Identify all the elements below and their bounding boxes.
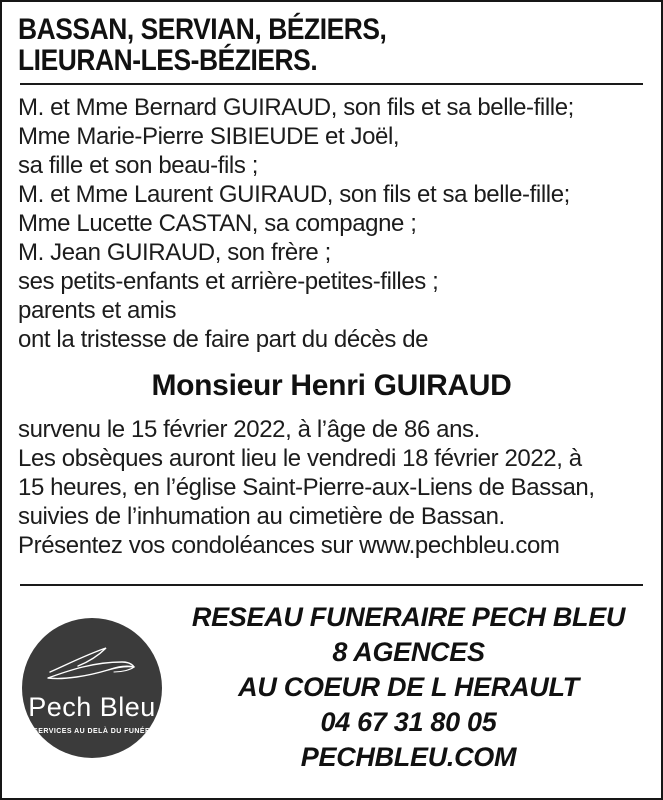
- funeral-details-section: [18, 415, 645, 560]
- logo-tagline: DES SERVICES AU DELÀ DU FUNÉRAIRE: [14, 728, 170, 735]
- family-line: Mme Lucette CASTAN, sa compagne ;: [18, 210, 417, 237]
- details-line: 15 heures, en l’église Saint-Pierre-aux-Liens de Bassan,: [18, 474, 595, 501]
- family-line: Mme Marie-Pierre SIBIEUDE et Joël,: [18, 123, 400, 150]
- footer-region-line: AU COEUR DE L HERAULT: [238, 672, 579, 702]
- condolences-line: Présentez vos condoléances sur www.pechbleu.com: [18, 532, 560, 559]
- details-line: suivies de l’inhumation au cimetière de Bassan.: [18, 503, 505, 530]
- deceased-name: Monsieur Henri GUIRAUD: [151, 369, 512, 402]
- family-line: ses petits-enfants et arrière-petites-filles ;: [18, 268, 439, 295]
- logo-wordmark: Pech Bleu: [28, 692, 156, 722]
- details-line: survenu le 15 février 2022, à l’âge de 86 ans.: [18, 416, 480, 443]
- divider-top: [20, 83, 643, 85]
- family-section: [18, 93, 645, 354]
- family-line: M. et Mme Laurent GUIRAUD, son fils et sa belle-fille;: [18, 181, 570, 208]
- family-line: ont la tristesse de faire part du décès de: [18, 326, 429, 353]
- footer-agencies-line: 8 AGENCES: [332, 637, 485, 667]
- details-line: Les obsèques auront lieu le vendredi 18 février 2022, à: [18, 445, 582, 472]
- footer-phone: 04 67 31 80 05: [320, 707, 497, 737]
- swallow-bird-icon: [44, 642, 140, 690]
- family-line: M. Jean GUIRAUD, son frère ;: [18, 239, 331, 266]
- footer-website: PECHBLEU.COM: [300, 742, 517, 772]
- family-line: sa fille et son beau-fils ;: [18, 152, 258, 179]
- family-line: M. et Mme Bernard GUIRAUD, son fils et sa belle-fille;: [18, 94, 574, 121]
- funeral-home-contact: [176, 600, 641, 775]
- towns-header: [18, 14, 645, 76]
- towns-line-2: LIEURAN-LES-BÉZIERS.: [18, 44, 318, 77]
- funeral-home-footer: [14, 586, 645, 775]
- footer-network-line: RESEAU FUNERAIRE PECH BLEU: [191, 602, 626, 632]
- pech-bleu-logo: [14, 618, 170, 758]
- towns-line-1: BASSAN, SERVIAN, BÉZIERS,: [18, 13, 387, 46]
- family-line: parents et amis: [18, 297, 177, 324]
